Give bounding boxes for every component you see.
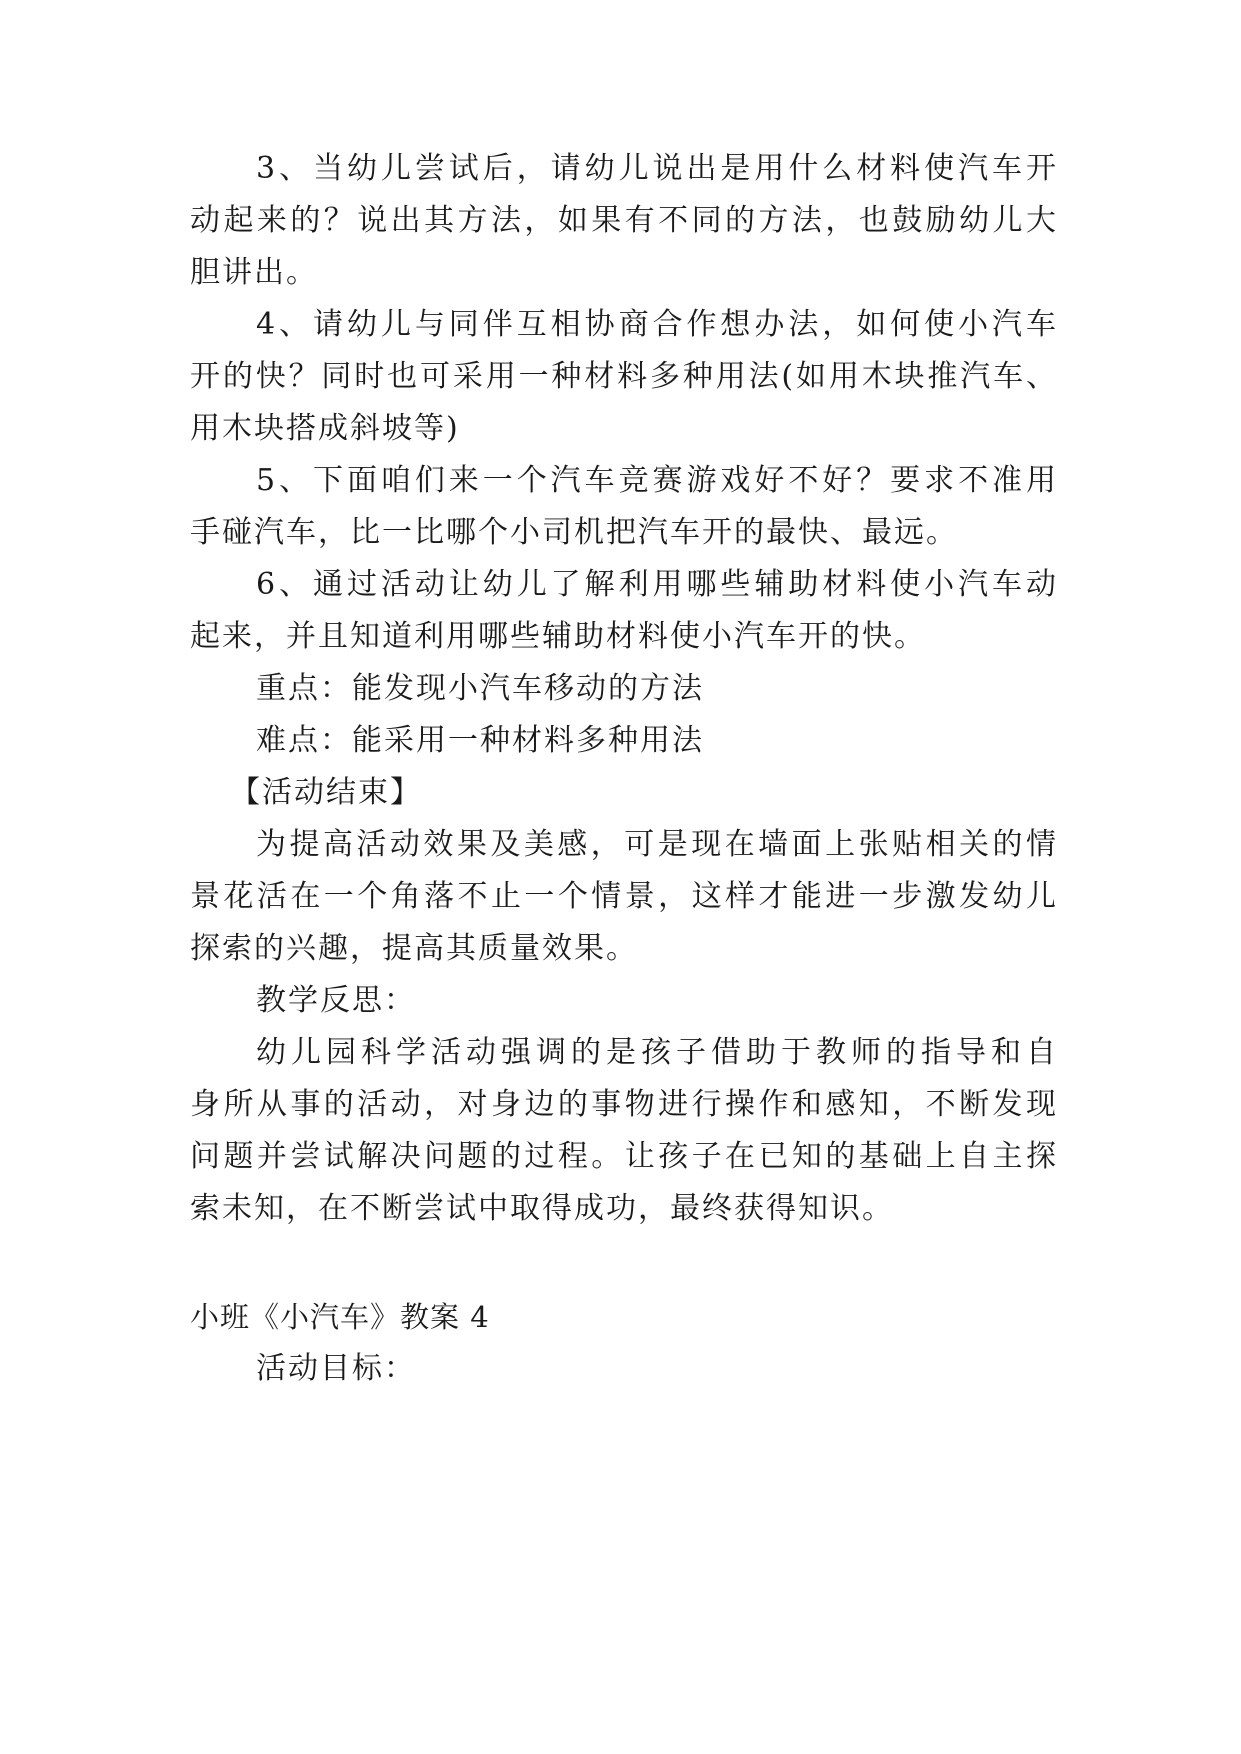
paragraph-line: 开的快？同时也可采用一种材料多种用法(如用木块推汽车、 <box>190 359 1056 394</box>
paragraph-line: 手碰汽车，比一比哪个小司机把汽车开的最快、最远。 <box>190 515 958 550</box>
document-page <box>190 0 1056 1754</box>
paragraph-line: 用木块搭成斜坡等) <box>190 411 460 446</box>
paragraph-line: 起来，并且知道利用哪些辅助材料使小汽车开的快。 <box>190 619 926 654</box>
paragraph-line: 探索的兴趣，提高其质量效果。 <box>190 931 638 966</box>
paragraph-line: 问题并尝试解决问题的过程。让孩子在已知的基础上自主探 <box>190 1139 1056 1174</box>
paragraph-line: 动起来的？说出其方法，如果有不同的方法，也鼓励幼儿大 <box>190 203 1056 238</box>
paragraph-line: 胆讲出。 <box>190 255 318 290</box>
paragraph-line: 景花活在一个角落不止一个情景，这样才能进一步激发幼儿 <box>190 879 1056 914</box>
paragraph-line: 为提高活动效果及美感，可是现在墙面上张贴相关的情 <box>256 827 1056 862</box>
paragraph-line: 6、通过活动让幼儿了解利用哪些辅助材料使小汽车动 <box>256 567 1056 602</box>
paragraph-line: 索未知，在不断尝试中取得成功，最终获得知识。 <box>190 1191 894 1226</box>
paragraph-line: 幼儿园科学活动强调的是孩子借助于教师的指导和自 <box>256 1035 1056 1070</box>
reflection-heading: 教学反思： <box>256 983 416 1018</box>
goals-heading: 活动目标： <box>256 1351 416 1386</box>
section-heading: 【活动结束】 <box>230 775 422 810</box>
paragraph-line: 身所从事的活动，对身边的事物进行操作和感知，不断发现 <box>190 1087 1056 1122</box>
key-point-text: 重点：能发现小汽车移动的方法 <box>256 671 704 706</box>
difficulty-text: 难点：能采用一种材料多种用法 <box>256 723 704 758</box>
lesson-title: 小班《小汽车》教案 4 <box>190 1300 490 1334</box>
paragraph-line: 4、请幼儿与同伴互相协商合作想办法，如何使小汽车 <box>256 307 1056 342</box>
paragraph-line: 3、当幼儿尝试后，请幼儿说出是用什么材料使汽车开 <box>256 151 1056 186</box>
paragraph-line: 5、下面咱们来一个汽车竞赛游戏好不好？要求不准用 <box>256 463 1056 498</box>
